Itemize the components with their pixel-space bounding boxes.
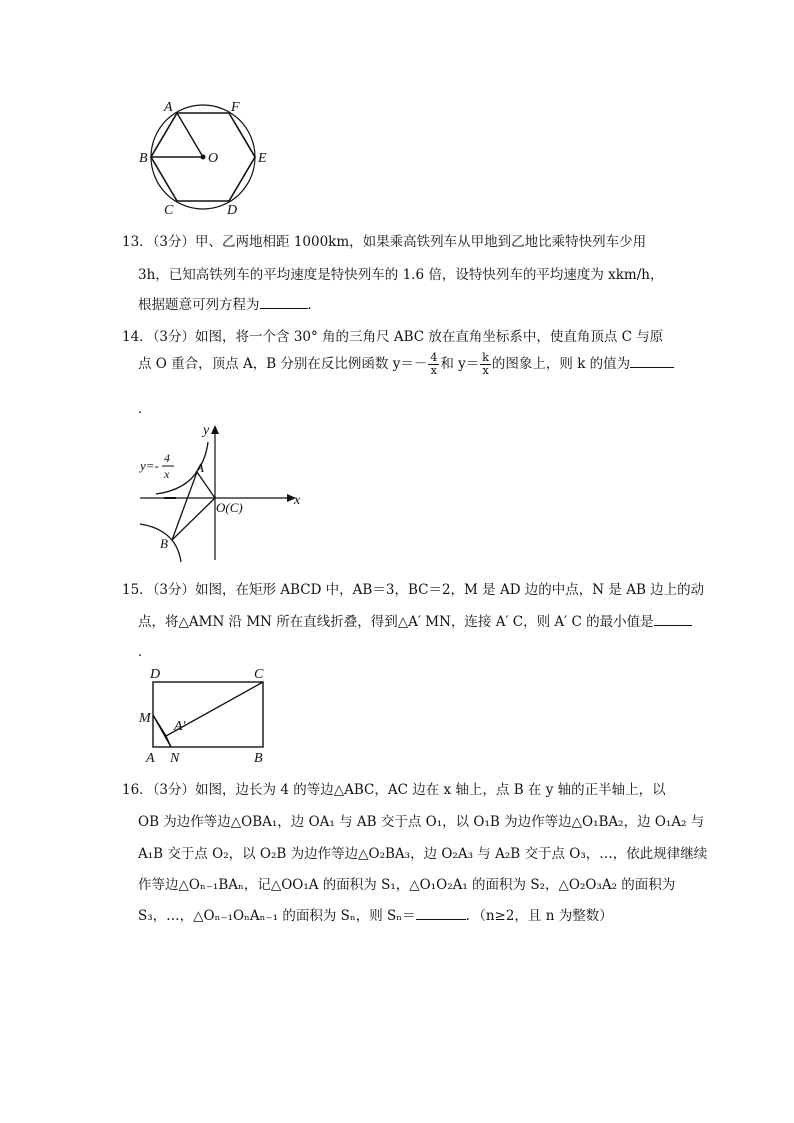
q16-text-5-end: ．（n≥2，且 n 为整数） [465,908,613,924]
q13-text-2: 3h，已知高铁列车的平均速度是特快列车的 1.6 倍，设特快列车的平均速度为 xkm/h， [138,267,664,283]
func-label: y=- [140,458,159,473]
label-origin: O(C) [216,500,243,515]
hexagon-figure [130,95,280,220]
coordinate-figure [136,420,306,565]
label-M: M [139,711,151,726]
q16-text-4: 作等边△Oₙ₋₁BAₙ，记△OO₁A 的面积为 S₁，△O₁O₂A₁ 的面积为 S₂，△O₂O₃A₂ 的面积为 [138,877,676,893]
q16-number: 16． [122,782,153,798]
q14-number: 14． [122,329,153,345]
q15-answer-blank[interactable] [654,611,692,626]
q15-line3 [138,640,152,660]
rectangle-figure [136,662,276,768]
y-axis-arrow [211,425,219,434]
label-y-axis: y [203,423,210,438]
q14-line3 [138,397,152,417]
label-A-prime: A′ [174,719,186,734]
q15-text-2: 点，将△AMN 沿 MN 所在直线折叠，得到△A′ MN，连接 A′ C，则 A′ C 的最小值是 [138,614,654,630]
q15-line2 [138,610,692,630]
label-x-axis: x [294,493,301,508]
q14-text-2b: 和 y＝ [440,356,480,372]
q14-frac2-num: k [482,351,489,364]
q14-frac1-num: 4 [430,351,438,364]
q13-number: 13． [122,234,153,250]
q14-fraction-1 [428,352,439,377]
q16-line1 [122,778,666,798]
q15-text-3: ． [138,644,152,660]
label-B: B [254,751,263,766]
q13-answer-blank[interactable] [260,294,308,309]
label-C: C [254,667,264,682]
func-label-num: 4 [164,451,170,465]
label-A: A [196,460,204,475]
func-label-den: x [164,467,170,481]
label-B: B [139,151,148,166]
q16-text-2: OB 为边作等边△OBA₁，边 OA₁ 与 AB 交于点 O₁，以 O₁B 为边作等边△O₁BA₂，边 O₁A₂ 与 [138,814,705,830]
q14-text-3: ． [138,401,152,417]
q16-text-5: S₃，…，△Oₙ₋₁OₙAₙ₋₁ 的面积为 Sₙ，则 Sₙ＝ [138,908,416,924]
q13-text-3: 根据题意可列方程为 [138,297,260,313]
q13-line1 [122,230,646,250]
segment-AprimeN [166,736,171,747]
q14-line2 [138,352,674,377]
q16-text-1: 如图，边长为 4 的等边△ABC，AC 边在 x 轴上，点 B 在 y 轴的正半轴上，以 [195,782,666,798]
label-A: A [164,100,173,115]
q15-number: 15． [122,582,153,598]
label-D: D [227,203,238,218]
q14-frac2-den: x [482,364,489,377]
q15-text-1: 如图，在矩形 ABCD 中，AB＝3，BC＝2，M 是 AD 边的中点，N 是 AB 边上的动 [195,582,705,598]
q14-text-2a: 点 O 重合，顶点 A，B 分别在反比例函数 y＝－ [138,356,428,372]
q13-line3 [138,293,321,313]
q15-line1 [122,578,704,598]
q14-line1 [122,325,663,345]
q16-answer-blank[interactable] [416,905,466,920]
q13-score: （3分） [152,234,196,250]
q14-fraction-2 [480,352,491,377]
q16-line5 [138,904,613,924]
q14-frac1-den: x [430,364,437,377]
q16-line2 [138,810,704,830]
q13-line2 [138,263,663,283]
q16-line3 [138,842,707,862]
q16-line4 [138,873,675,893]
q14-score: （3分） [152,329,196,345]
label-E: E [258,151,267,166]
q13-text-3-end: ． [307,297,321,313]
label-A: A [146,751,155,766]
center-point [201,155,206,160]
q14-text-2c: 的图象上，则 k 的值为 [491,356,631,372]
triangle-ABC [172,472,215,540]
label-N: N [170,751,180,766]
q14-answer-blank[interactable] [630,353,674,368]
q16-text-3: A₁B 交于点 O₂，以 O₂B 为边作等边△O₂BA₃，边 O₂A₃ 与 A₂B 交于点 O₃，…，依此规律继续 [138,846,708,862]
label-O: O [208,151,219,166]
segment-AO [177,113,203,157]
label-F: F [231,100,240,115]
label-B: B [160,536,168,551]
label-C: C [164,203,174,218]
q15-score: （3分） [152,582,196,598]
q16-score: （3分） [152,782,196,798]
label-D: D [150,667,161,682]
q13-text-1: 甲、乙两地相距 1000km，如果乘高铁列车从甲地到乙地比乘特快列车少用 [195,234,647,250]
q14-text-1: 如图，将一个含 30° 角的三角尺 ABC 放在直角坐标系中，使直角顶点 C 与原 [195,329,664,345]
